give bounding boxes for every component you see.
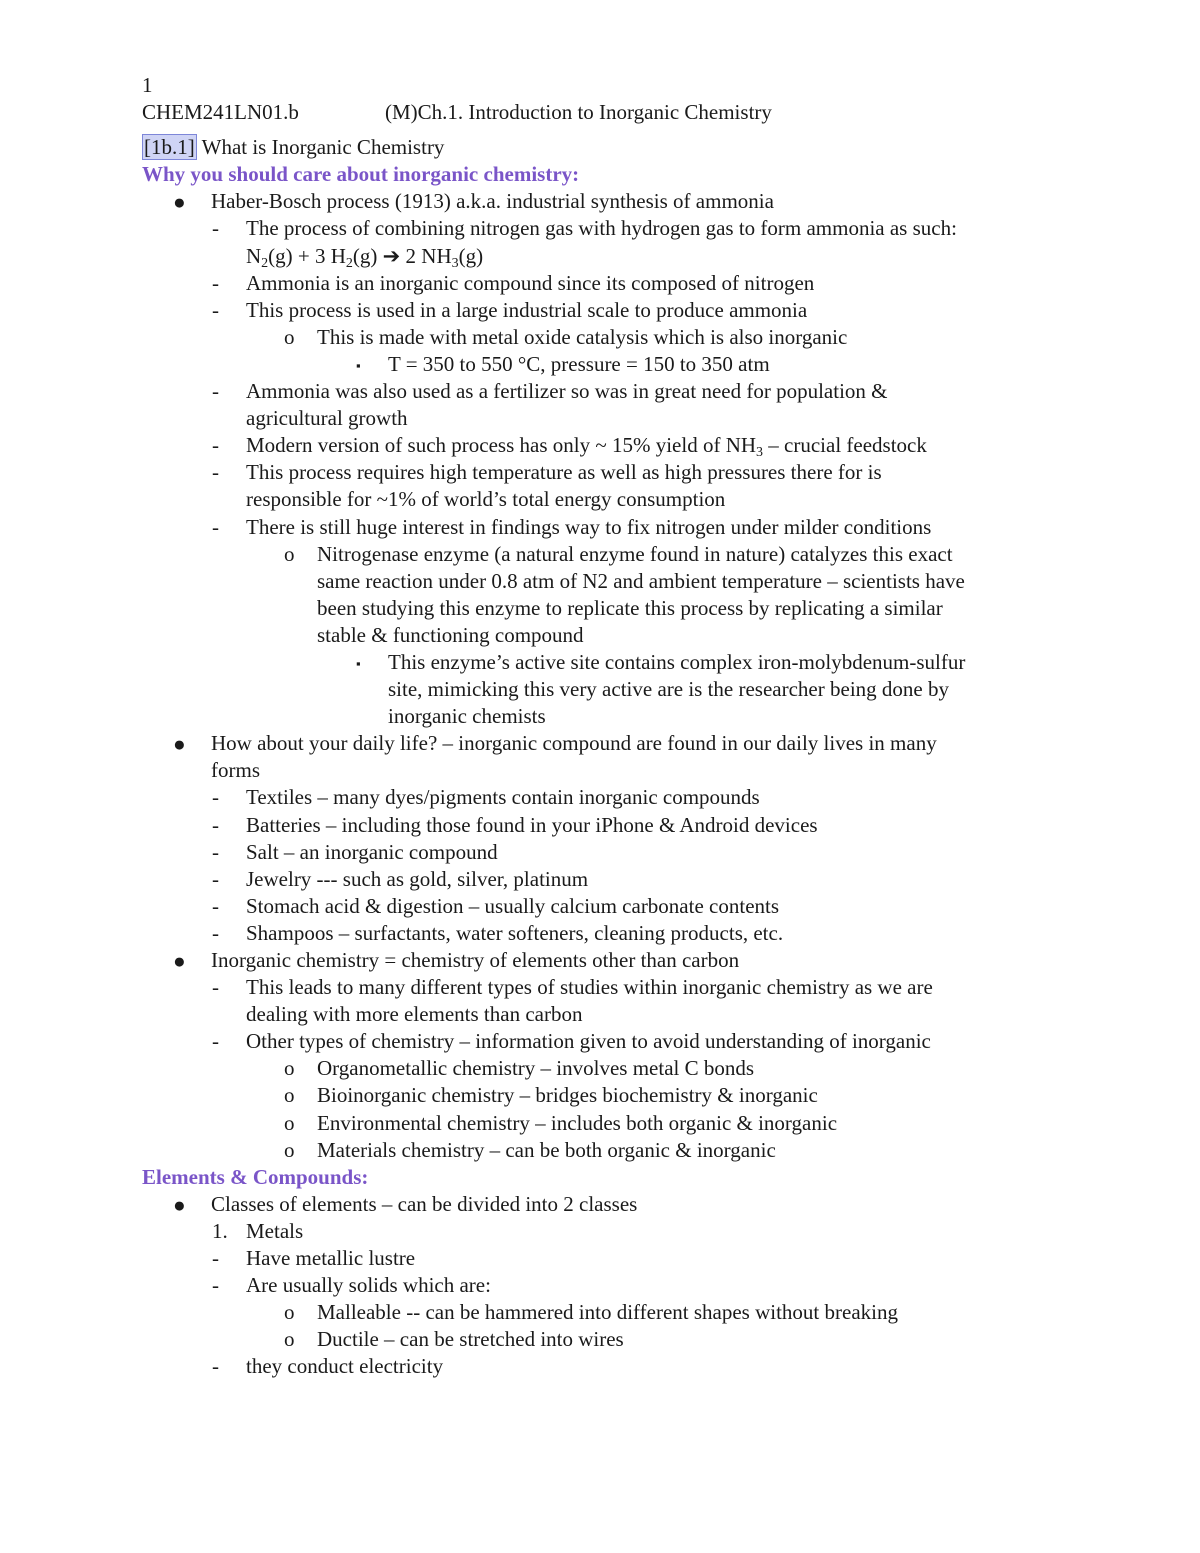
- item-text: This leads to many different types of studies within inorganic chemistry as we are: [246, 975, 933, 1000]
- item-text: forms: [211, 758, 260, 783]
- heading-why-care: Why you should care about inorganic chemistry:: [142, 162, 580, 187]
- circle-marker: o: [284, 1137, 295, 1162]
- item-text: There is still huge interest in findings way to fix nitrogen under milder conditions: [246, 514, 932, 539]
- list-item: [142, 730, 1062, 784]
- circle-marker: o: [284, 324, 295, 349]
- item-text: Bioinorganic chemistry – bridges biochemistry & inorganic: [317, 1083, 818, 1108]
- list-item: [142, 812, 1062, 839]
- chapter-title: (M)Ch.1. Introduction to Inorganic Chemistry: [385, 100, 772, 125]
- item-text: Textiles – many dyes/pigments contain inorganic compounds: [246, 785, 760, 810]
- item-text: responsible for ~1% of world’s total energy consumption: [246, 487, 726, 512]
- document-body: [142, 72, 1062, 1381]
- item-text: Organometallic chemistry – involves metal C bonds: [317, 1056, 755, 1081]
- dash-marker: -: [212, 785, 219, 810]
- numbered-item: [142, 1218, 1062, 1245]
- item-text: The process of combining nitrogen gas with hydrogen gas to form ammonia as such:: [246, 216, 957, 241]
- spacer: [142, 126, 1062, 134]
- list-item: [142, 1272, 1062, 1299]
- list-item: [142, 866, 1062, 893]
- item-text: How about your daily life? – inorganic compound are found in our daily lives in many: [211, 731, 937, 756]
- circle-marker: o: [284, 541, 295, 566]
- list-item: [142, 893, 1062, 920]
- dash-marker: -: [212, 839, 219, 864]
- list-item: [142, 1110, 1062, 1137]
- list-item: [142, 215, 1062, 269]
- document-header: [142, 99, 1062, 126]
- item-text: dealing with more elements than carbon: [246, 1002, 583, 1027]
- dash-marker: -: [212, 270, 219, 295]
- item-text: Modern version of such process has only ~ 15% yield of NH: [246, 433, 757, 458]
- item-text: This process requires high temperature as well as high pressures there for is: [246, 460, 882, 485]
- item-text: This is made with metal oxide catalysis which is also inorganic: [317, 324, 848, 349]
- circle-marker: o: [284, 1327, 295, 1352]
- list-item: [142, 270, 1062, 297]
- item-text: Have metallic lustre: [246, 1246, 416, 1271]
- list-item: [142, 541, 1062, 649]
- list-item: [142, 1326, 1062, 1353]
- list-item: [142, 947, 1062, 974]
- dash-marker: -: [212, 379, 219, 404]
- item-text: stable & functioning compound: [317, 622, 584, 647]
- list-item: [142, 974, 1062, 1028]
- item-text: Ductile – can be stretched into wires: [317, 1327, 624, 1352]
- item-text: Classes of elements – can be divided into 2 classes: [211, 1191, 638, 1216]
- list-item: [142, 324, 1062, 351]
- item-text: Are usually solids which are:: [246, 1273, 491, 1298]
- chemical-equation: $N_2(g) + 3$ $H_2(g)$ ➔ 2 $NH_3(g)$: [246, 243, 484, 271]
- list-item: [142, 1055, 1062, 1082]
- item-text: Salt – an inorganic compound: [246, 839, 498, 864]
- item-text: agricultural growth: [246, 406, 408, 431]
- item-text: been studying this enzyme to replicate this process by replicating a similar: [317, 595, 943, 620]
- item-text: Environmental chemistry – includes both organic & inorganic: [317, 1110, 838, 1135]
- item-text: site, mimicking this very active are is the researcher being done by: [388, 677, 949, 702]
- list-item: [142, 378, 1062, 432]
- dash-marker: -: [212, 1246, 219, 1271]
- item-text: they conduct electricity: [246, 1354, 444, 1379]
- list-item: [142, 514, 1062, 541]
- item-text: This process is used in a large industrial scale to produce ammonia: [246, 297, 808, 322]
- item-text: Ammonia is an inorganic compound since its composed of nitrogen: [246, 270, 815, 295]
- item-text: Metals: [246, 1218, 304, 1243]
- dash-marker: -: [212, 216, 219, 241]
- bullet-icon: ●: [173, 949, 186, 973]
- list-item: [142, 1137, 1062, 1164]
- list-item: [142, 784, 1062, 811]
- dash-marker: -: [212, 920, 219, 945]
- item-text: inorganic chemists: [388, 704, 546, 729]
- section-tag: [1b.1]: [144, 135, 195, 160]
- section-title-text: What is Inorganic Chemistry: [196, 135, 445, 160]
- list-item: [142, 297, 1062, 324]
- list-item: [142, 839, 1062, 866]
- list-item: [142, 1299, 1062, 1326]
- item-text: T = 350 to 550 °C, pressure = 150 to 350 atm: [388, 351, 770, 376]
- list-item: [142, 649, 1062, 730]
- list-item: [142, 920, 1062, 947]
- circle-marker: o: [284, 1110, 295, 1135]
- square-bullet-icon: ▪: [356, 655, 361, 671]
- dash-marker: -: [212, 812, 219, 837]
- list-item: [142, 1245, 1062, 1272]
- dash-marker: -: [212, 514, 219, 539]
- dash-marker: -: [212, 1029, 219, 1054]
- item-text: Batteries – including those found in your iPhone & Android devices: [246, 812, 818, 837]
- item-text: Materials chemistry – can be both organic & inorganic: [317, 1137, 776, 1162]
- item-text: Shampoos – surfactants, water softeners, cleaning products, etc.: [246, 920, 784, 945]
- dash-marker: -: [212, 1354, 219, 1379]
- item-text: Jewelry --- such as gold, silver, platinum: [246, 866, 589, 891]
- item-text: same reaction under 0.8 atm of N2 and ambient temperature – scientists have: [317, 568, 965, 593]
- dash-marker: -: [212, 866, 219, 891]
- list-item: [142, 459, 1062, 513]
- arrow-icon: ➔: [382, 243, 401, 268]
- course-code: CHEM241LN01.b: [142, 100, 299, 125]
- circle-marker: o: [284, 1056, 295, 1081]
- heading-elements-compounds: Elements & Compounds:: [142, 1164, 369, 1189]
- item-text: Inorganic chemistry = chemistry of elements other than carbon: [211, 948, 740, 972]
- item-text: Haber-Bosch process (1913) a.k.a. industrial synthesis of ammonia: [211, 189, 774, 214]
- dash-marker: -: [212, 975, 219, 1000]
- item-text: This enzyme’s active site contains complex iron-molybdenum-sulfur: [388, 649, 966, 674]
- square-bullet-icon: ▪: [356, 357, 361, 373]
- dash-marker: -: [212, 893, 219, 918]
- bullet-icon: ●: [173, 1192, 186, 1217]
- dash-marker: -: [212, 297, 219, 322]
- list-item: [142, 188, 1062, 215]
- item-text: Ammonia was also used as a fertilizer so was in great need for population &: [246, 379, 888, 404]
- page-number: 1: [142, 73, 153, 97]
- bullet-icon: ●: [173, 732, 186, 757]
- item-text: Stomach acid & digestion – usually calcium carbonate contents: [246, 893, 780, 918]
- list-item: - Modern version of such process has only ~ 15% yield of $NH_3$ – crucial feedstock: [212, 433, 927, 461]
- list-item: [142, 1082, 1062, 1109]
- bullet-icon: ●: [173, 190, 186, 215]
- item-text: Nitrogenase enzyme (a natural enzyme found in nature) catalyzes this exact: [317, 541, 953, 566]
- circle-marker: o: [284, 1083, 295, 1108]
- circle-marker: o: [284, 1300, 295, 1325]
- list-item: [142, 351, 1062, 378]
- item-text: Other types of chemistry – information given to avoid understanding of inorganic: [246, 1029, 931, 1054]
- dash-marker: -: [212, 460, 219, 485]
- section-title: [142, 134, 1062, 161]
- number-marker: 1.: [212, 1218, 228, 1243]
- list-item: [142, 1028, 1062, 1055]
- list-item: [142, 1353, 1062, 1380]
- item-text: Malleable -- can be hammered into different shapes without breaking: [317, 1300, 898, 1325]
- dash-marker: -: [212, 1273, 219, 1298]
- dash-marker: -: [212, 433, 219, 458]
- list-item: [142, 1191, 1062, 1218]
